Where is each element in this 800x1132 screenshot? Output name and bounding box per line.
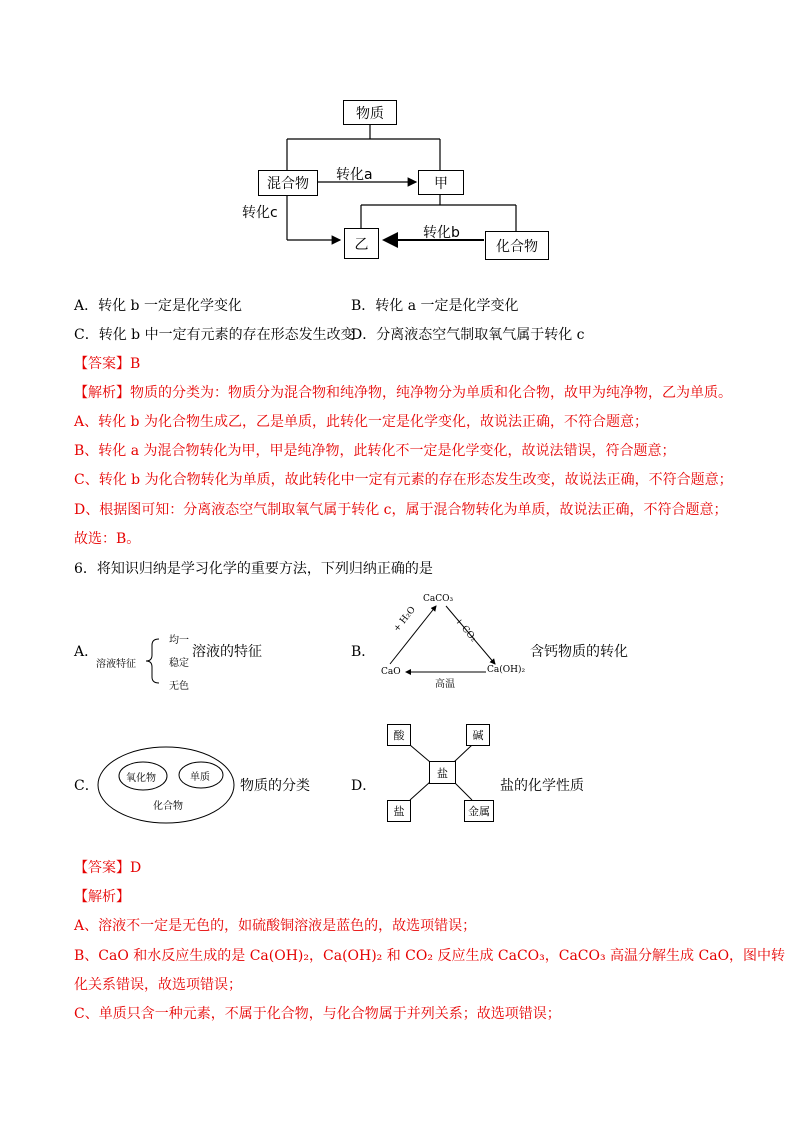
q6-c-compound: 化合物	[153, 801, 183, 812]
q6-c-caption: 物质的分类	[240, 778, 310, 794]
edge-label-a: 转化a	[336, 167, 373, 183]
node-compound-label: 化合物	[496, 238, 538, 255]
q6-a-root: 溶液特征	[96, 659, 136, 670]
q6-analysis-b-2: 化关系错误，故选项错误；	[74, 977, 242, 993]
q6-b-co2: + CO₂	[452, 616, 479, 645]
q6-d-center-label: 盐	[437, 766, 448, 780]
q6-d-base-label: 碱	[472, 729, 484, 742]
q6-option-c-label: C．	[74, 778, 99, 794]
q6-b-cao: CaO	[381, 667, 401, 677]
node-yi-label: 乙	[354, 236, 369, 253]
q5-answer: 【答案】B	[74, 356, 141, 372]
q6-stem: 6．将知识归纳是学习化学的重要方法，下列归纳正确的是	[74, 561, 433, 577]
q6-b-caco3: CaCO₃	[423, 594, 454, 604]
q5-analysis-intro: 【解析】物质的分类为：物质分为混合物和纯净物，纯净物分为单质和化合物，故甲为纯净物，乙为单质。	[74, 385, 732, 401]
q6-analysis-b-1: B、CaO 和水反应生成的是 Ca(OH)₂，Ca(OH)₂ 和 CO₂ 反应生成 CaCO₃，CaCO₃ 高温分解生成 CaO，图中转	[74, 948, 786, 964]
q6-option-a-label: A．	[74, 644, 99, 660]
q5-conclusion: 故选：B。	[74, 531, 141, 547]
q6-option-b-label: B．	[351, 644, 376, 660]
q6-d-salt	[387, 800, 411, 822]
edge-label-b: 转化b	[423, 225, 460, 241]
q5-analysis-d: D、根据图可知：分离液态空气制取氧气属于转化 c，属于混合物转化为单质，故说法正确，不符合题意；	[74, 502, 728, 518]
q6-option-d-label: D．	[351, 778, 377, 794]
q6-b-gaowen: 高温	[435, 679, 455, 690]
q6-c-oxide: 氧化物	[126, 773, 156, 784]
q5-analysis-b: B、转化 a 为混合物转化为甲，甲是纯净物，此转化不一定是化学变化，故说法错误，符合题意；	[74, 443, 676, 459]
q6-d-salt-label: 盐	[393, 805, 405, 818]
q6-b-caoh2: Ca(OH)₂	[487, 665, 526, 675]
q6-analysis-title: 【解析】	[74, 889, 130, 905]
edge-label-c: 转化c	[242, 205, 278, 221]
q6-b-h2o: + H₂O	[392, 604, 418, 635]
q6-d-caption: 盐的化学性质	[500, 778, 584, 794]
node-substance-label: 物质	[356, 105, 384, 122]
q6-answer: 【答案】D	[74, 860, 142, 876]
q6-a-item-1: 均一	[169, 635, 189, 646]
q6-a-item-2: 稳定	[169, 658, 189, 669]
q6-b-caption: 含钙物质的转化	[530, 644, 628, 660]
q6-a-item-3: 无色	[169, 681, 189, 692]
q5-option-a: A．转化 b 一定是化学变化	[74, 298, 242, 314]
q5-analysis-a: A、转化 b 为化合物生成乙，乙是单质，此转化一定是化学变化，故说法正确，不符合题意；	[74, 414, 648, 430]
q5-option-d: D．分离液态空气制取氧气属于转化 c	[351, 327, 585, 343]
q5-analysis-c: C、转化 b 为化合物转化为单质，故此转化中一定有元素的存在形态发生改变，故说法正确，不符合题意；	[74, 472, 733, 488]
node-jia-label: 甲	[434, 175, 448, 192]
q6-d-metal	[464, 800, 494, 822]
q6-d-metal-label: 金属	[468, 805, 490, 818]
q5-option-c: C．转化 b 中一定有元素的存在形态发生改变	[74, 327, 355, 343]
q6-d-acid-label: 酸	[393, 729, 405, 742]
q6-analysis-a: A、溶液不一定是无色的，如硫酸铜溶液是蓝色的，故选项错误；	[74, 918, 477, 934]
node-mixture-label: 混合物	[267, 176, 309, 192]
q6-d-center	[429, 761, 456, 784]
q6-d-base	[466, 724, 490, 746]
q6-c-element: 单质	[190, 772, 210, 783]
q5-option-b: B．转化 a 一定是化学变化	[351, 298, 519, 314]
q6-analysis-c: C、单质只含一种元素，不属于化合物，与化合物属于并列关系；故选项错误；	[74, 1006, 561, 1022]
q6-a-caption: 溶液的特征	[192, 644, 262, 660]
q6-d-acid	[387, 724, 411, 746]
